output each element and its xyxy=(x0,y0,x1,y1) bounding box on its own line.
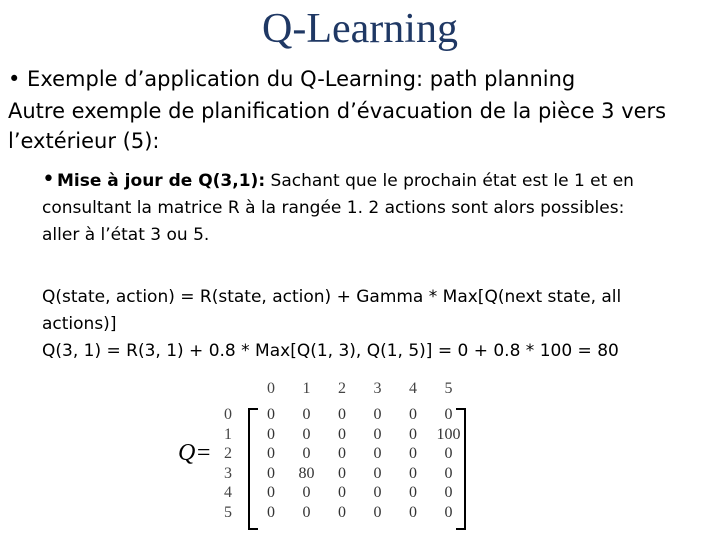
matrix-cell: 0 xyxy=(302,503,311,521)
matrix-row-header: 5 xyxy=(224,503,232,521)
update-line: consultant la matrice R à la rangée 1. 2 actions sont alors possibles: xyxy=(42,198,625,218)
update-line: aller à l’état 3 ou 5. xyxy=(42,225,210,245)
matrix-cell: 0 xyxy=(267,445,275,462)
matrix-cell: 100 xyxy=(436,425,461,443)
matrix-cell: 0 xyxy=(267,484,275,501)
matrix-cell: 0 xyxy=(409,484,417,501)
matrix-cell: 0 xyxy=(409,464,417,482)
matrix-cell: 0 xyxy=(338,445,346,462)
matrix-label: Q= xyxy=(178,440,212,466)
matrix-cell: 0 xyxy=(302,425,311,443)
matrix-cell: 0 xyxy=(444,464,453,482)
bullet-icon: • xyxy=(42,167,55,192)
matrix-cell: 0 xyxy=(373,503,382,521)
matrix-row-header: 1 xyxy=(224,425,232,443)
matrix-cell: 80 xyxy=(298,464,315,482)
matrix-col-header: 0 xyxy=(267,380,275,397)
matrix-col-header: 3 xyxy=(373,380,382,397)
matrix-cell: 0 xyxy=(373,464,382,482)
formula-line: actions)] xyxy=(42,314,117,334)
matrix-cell: 0 xyxy=(444,503,453,521)
matrix-cell: 0 xyxy=(338,464,346,482)
update-text: Sachant que le prochain état est le 1 et en xyxy=(265,171,634,191)
matrix-cell: 0 xyxy=(373,425,382,443)
update-explanation xyxy=(42,166,712,249)
matrix-col-header: 2 xyxy=(338,380,346,397)
matrix-cell: 0 xyxy=(444,406,453,423)
matrix-row-header: 4 xyxy=(224,484,232,501)
formula-line: Q(state, action) = R(state, action) + Gamma * Max[Q(next state, all xyxy=(42,287,622,307)
matrix-cell: 0 xyxy=(373,484,382,501)
matrix-cell: 0 xyxy=(409,445,417,462)
matrix-cell: 0 xyxy=(409,425,417,443)
matrix-cell: 0 xyxy=(267,464,275,482)
matrix-cell: 0 xyxy=(409,406,417,423)
matrix-col-header: 4 xyxy=(409,380,417,397)
matrix-col-header: 1 xyxy=(302,380,311,397)
intro-line: Autre exemple de planification d’évacuation de la pièce 3 vers xyxy=(8,99,667,123)
bullet-line: • Exemple d’application du Q-Learning: path planning xyxy=(8,67,576,91)
matrix-row-header: 2 xyxy=(224,445,232,462)
matrix-cell: 0 xyxy=(338,425,346,443)
update-label: Mise à jour de Q(3,1): xyxy=(56,171,266,191)
matrix-col-header: 5 xyxy=(444,380,453,397)
update-line xyxy=(42,166,712,195)
matrix-cell: 0 xyxy=(338,484,346,501)
matrix-row-header: 3 xyxy=(224,464,232,482)
intro-line: l’extérieur (5): xyxy=(8,129,160,153)
formula-block xyxy=(42,284,712,365)
intro-paragraph xyxy=(8,96,720,156)
matrix-cell: 0 xyxy=(373,445,382,462)
matrix-cell: 0 xyxy=(267,406,275,423)
matrix-cell: 0 xyxy=(373,406,382,423)
matrix-cell: 0 xyxy=(302,484,311,501)
matrix-cell: 0 xyxy=(338,406,346,423)
matrix-cell: 0 xyxy=(302,445,311,462)
matrix-cell: 0 xyxy=(444,484,453,501)
formula-line: Q(3, 1) = R(3, 1) + 0.8 * Max[Q(1, 3), Q(1, 5)] = 0 + 0.8 * 100 = 80 xyxy=(42,341,619,361)
matrix-cell: 0 xyxy=(338,503,346,521)
slide-title: Q-Learning xyxy=(262,6,458,52)
matrix-cell: 0 xyxy=(409,503,417,521)
matrix-cell: 0 xyxy=(444,445,453,462)
matrix-cell: 0 xyxy=(267,425,275,443)
matrix-row-header: 0 xyxy=(224,406,232,423)
matrix-cell: 0 xyxy=(267,503,275,521)
matrix-cell: 0 xyxy=(302,406,311,423)
